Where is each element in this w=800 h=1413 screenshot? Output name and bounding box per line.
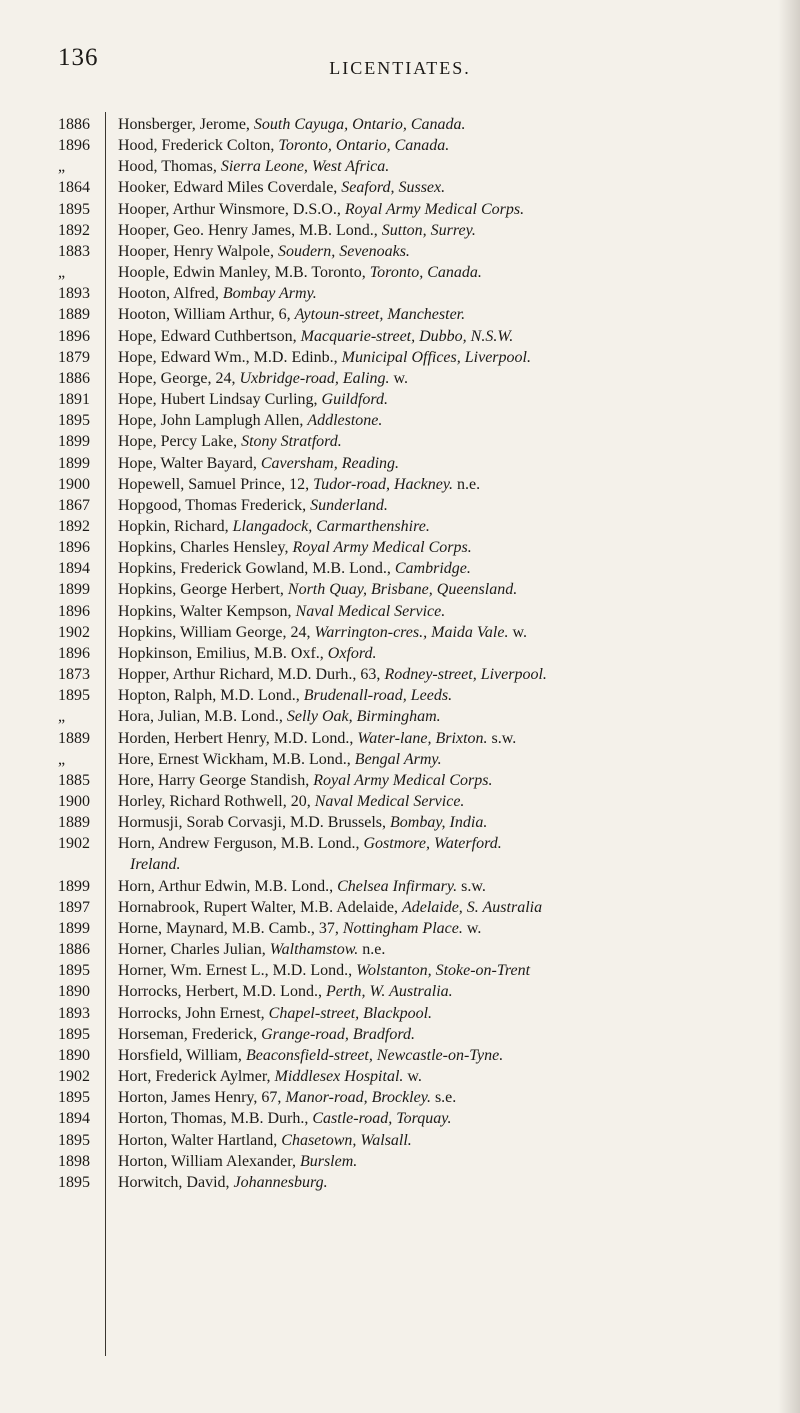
- entry-place: Uxbridge-road, Ealing.: [239, 369, 390, 387]
- entry-name: Hopkins, Charles Hensley,: [118, 539, 293, 557]
- entry-name: Hope, George, 24,: [118, 369, 240, 387]
- entry-year: 1899: [58, 454, 90, 472]
- entry-text: [110, 960, 530, 981]
- entry-place: Rodney-street, Liverpool.: [384, 666, 547, 684]
- entry-text: [110, 410, 382, 431]
- entry-year: 1886: [58, 369, 90, 387]
- entry-text: [110, 770, 492, 791]
- entry-year: 1891: [58, 391, 90, 409]
- entry-year: 1894: [58, 1110, 90, 1128]
- entry-year: 1895: [58, 1131, 90, 1149]
- entry-name: Hopkinson, Emilius, M.B. Oxf.,: [118, 644, 328, 662]
- list-item: [58, 1151, 798, 1172]
- entry-text: [110, 516, 430, 537]
- list-item: [58, 833, 798, 854]
- entry-name: Hora, Julian, M.B. Lond.,: [118, 708, 287, 726]
- entry-place: Municipal Offices, Liverpool.: [341, 348, 531, 366]
- list-item: [58, 854, 798, 875]
- entry-year: 1893: [58, 285, 90, 303]
- entry-name: Hopkins, William George, 24,: [118, 623, 315, 641]
- list-item: [58, 389, 798, 410]
- entry-place: Middlesex Hospital.: [274, 1068, 404, 1086]
- entry-text: [110, 706, 441, 727]
- entry-name: Hope, John Lamplugh Allen,: [118, 412, 308, 430]
- entry-name: Horley, Richard Rothwell, 20,: [118, 793, 315, 810]
- entry-name: Horton, Thomas, M.B. Durh.,: [118, 1110, 313, 1128]
- entry-text: [110, 749, 442, 770]
- entry-year: 1895: [58, 1173, 90, 1191]
- entry-text: [110, 791, 464, 812]
- entry-name: Hope, Walter Bayard,: [118, 454, 261, 472]
- entry-place: Soudern, Sevenoaks.: [277, 242, 410, 260]
- entry-text: [110, 1024, 415, 1045]
- list-item: [58, 622, 798, 643]
- entry-text: [110, 262, 482, 283]
- entry-name: Horton, William Alexander,: [118, 1152, 300, 1170]
- entry-year: 1886: [58, 116, 90, 133]
- list-item: [58, 1108, 798, 1129]
- list-item: [58, 664, 798, 685]
- entry-year: 1895: [58, 962, 90, 980]
- list-item: [58, 960, 798, 981]
- entry-name: Hopper, Arthur Richard, M.D. Durh., 63,: [118, 666, 385, 684]
- entry-name: Horwitch, David,: [118, 1173, 234, 1191]
- entry-year: 1893: [58, 1004, 90, 1022]
- list-item: [58, 347, 798, 368]
- entry-place: Llangadock, Carmarthenshire.: [232, 517, 430, 535]
- entry-year: 1895: [58, 1089, 90, 1107]
- entry-place: Ireland.: [130, 856, 181, 874]
- entry-year: 1892: [58, 517, 90, 535]
- entry-year: 1902: [58, 835, 90, 853]
- entry-text: [110, 918, 481, 939]
- entry-text: [110, 283, 317, 304]
- entry-place: Chelsea Infirmary.: [337, 877, 458, 895]
- entry-district: n.e.: [453, 475, 481, 493]
- entry-year: „: [58, 708, 66, 726]
- list-item: [58, 474, 798, 495]
- entry-place: Wolstanton, Stoke-on-Trent: [356, 962, 531, 980]
- entry-year: 1873: [58, 666, 90, 684]
- entry-text: [110, 981, 453, 1002]
- entry-name: Horsfield, William,: [118, 1046, 246, 1064]
- entry-name: Hooker, Edward Miles Coverdale,: [118, 179, 342, 197]
- entry-text: [110, 495, 388, 516]
- entry-place: Adelaide, S. Australia: [401, 898, 543, 916]
- entry-name: Hopkin, Richard,: [118, 517, 233, 535]
- entry-place: Chasetown, Walsall.: [281, 1131, 412, 1149]
- entry-place: Bengal Army.: [354, 750, 442, 768]
- list-item: [58, 981, 798, 1002]
- entry-place: Grange-road, Bradford.: [261, 1025, 415, 1043]
- entry-place: Toronto, Canada.: [369, 264, 482, 282]
- entry-name: Hopkins, Frederick Gowland, M.B. Lond.,: [118, 560, 395, 578]
- entry-name: Hood, Thomas,: [118, 158, 221, 176]
- entry-text: [110, 876, 486, 897]
- entry-place: Castle-road, Torquay.: [312, 1110, 452, 1128]
- entry-district: w.: [389, 369, 409, 387]
- entry-year: 1892: [58, 221, 90, 239]
- entry-year: 1899: [58, 919, 90, 937]
- list-item: [58, 728, 798, 749]
- entry-year: 1899: [58, 581, 90, 599]
- entry-text: [110, 241, 410, 262]
- entry-place: Sunderland.: [310, 496, 388, 514]
- list-item: [58, 199, 798, 220]
- entry-year: 1896: [58, 137, 90, 155]
- entry-year: 1896: [58, 327, 90, 345]
- entry-year: 1894: [58, 560, 90, 578]
- entry-name: Horn, Arthur Edwin, M.B. Lond.,: [118, 877, 338, 895]
- list-item: [58, 1130, 798, 1151]
- entry-year: „: [58, 264, 66, 282]
- list-item: [58, 431, 798, 452]
- entry-place: Guildford.: [321, 391, 389, 409]
- entry-year: 1899: [58, 433, 90, 451]
- entry-place: Naval Medical Service.: [295, 602, 446, 620]
- entry-name: Horseman, Frederick,: [118, 1025, 262, 1043]
- entry-place: Brudenall-road, Leeds.: [303, 687, 453, 705]
- list-item: [58, 1045, 798, 1066]
- entry-place: Johannesburg.: [233, 1173, 328, 1191]
- entry-year: 1899: [58, 877, 90, 895]
- list-item: [58, 1003, 798, 1024]
- entry-text: [110, 177, 445, 198]
- list-item: [58, 897, 798, 918]
- page-number: 136: [58, 44, 99, 71]
- list-item: [58, 326, 798, 347]
- entry-text: [110, 579, 517, 600]
- list-item: [58, 791, 798, 812]
- entry-name: Hope, Percy Lake,: [118, 433, 242, 451]
- list-item: [58, 495, 798, 516]
- entry-place: Cambridge.: [394, 560, 471, 578]
- entry-text: [110, 833, 502, 854]
- entry-text: [110, 643, 377, 664]
- list-item: [58, 706, 798, 727]
- entry-place: Beaconsfield-street, Newcastle-on-Tyne.: [245, 1046, 504, 1064]
- entry-year: [58, 854, 110, 875]
- entry-name: Horden, Herbert Henry, M.D. Lond.,: [118, 729, 358, 747]
- entry-district: w.: [508, 623, 527, 641]
- entry-name: Hooton, Alfred,: [118, 285, 223, 303]
- entry-name: Hooper, Geo. Henry James, M.B. Lond.,: [118, 221, 382, 239]
- entry-name: Horton, James Henry, 67,: [118, 1089, 286, 1107]
- entry-text: [110, 220, 476, 241]
- entry-name: Hooton, William Arthur, 6,: [118, 306, 295, 324]
- entry-name: Hort, Frederick Aylmer,: [118, 1068, 275, 1086]
- list-item: [58, 114, 798, 135]
- list-item: [58, 537, 798, 558]
- entry-year: 1867: [58, 496, 90, 514]
- list-item: [58, 579, 798, 600]
- list-item: [58, 1066, 798, 1087]
- entry-district: n.e.: [358, 941, 386, 959]
- entry-place: South Cayuga, Ontario, Canada.: [253, 116, 466, 133]
- entry-text: [110, 199, 524, 220]
- entry-text: [110, 897, 542, 918]
- entry-place: Stony Stratford.: [241, 433, 342, 451]
- entry-place: North Quay, Brisbane, Queensland.: [287, 581, 518, 599]
- list-item: [58, 453, 798, 474]
- list-item: [58, 685, 798, 706]
- entry-place: Bombay Army.: [222, 285, 317, 303]
- entry-year: 1900: [58, 793, 90, 810]
- entry-name: Horner, Charles Julian,: [118, 941, 270, 959]
- entry-text: [110, 1045, 503, 1066]
- entry-text: [110, 474, 480, 495]
- entry-text: [110, 389, 388, 410]
- entry-place: Burslem.: [299, 1152, 358, 1170]
- entry-place: Tudor-road, Hackney.: [313, 475, 454, 493]
- entry-district: w.: [462, 919, 482, 937]
- entry-name: Hore, Harry George Standish,: [118, 771, 314, 789]
- list-item: [58, 812, 798, 833]
- entry-text: [110, 431, 342, 452]
- entry-place: Gostmore, Waterford.: [363, 835, 502, 853]
- entry-name: Horner, Wm. Ernest L., M.D. Lond.,: [118, 962, 357, 980]
- entry-place: Seaford, Sussex.: [341, 179, 446, 197]
- licentiate-list: [58, 114, 798, 1193]
- entry-name: Hore, Ernest Wickham, M.B. Lond.,: [118, 750, 355, 768]
- entry-place: Sutton, Surrey.: [381, 221, 476, 239]
- list-item: [58, 516, 798, 537]
- entry-name: Horrocks, Herbert, M.D. Lond.,: [118, 983, 326, 1001]
- entry-year: 1895: [58, 200, 90, 218]
- entry-year: „: [58, 158, 66, 176]
- entry-place: Manor-road, Brockley.: [285, 1089, 431, 1107]
- entry-text: [110, 728, 516, 749]
- entry-name: Horn, Andrew Ferguson, M.B. Lond.,: [118, 835, 364, 853]
- entry-name: Honsberger, Jerome,: [118, 116, 254, 133]
- entry-place: Selly Oak, Birmingham.: [286, 708, 441, 726]
- list-item: [58, 770, 798, 791]
- entry-year: 1890: [58, 983, 90, 1001]
- entry-name: Hooper, Henry Walpole,: [118, 242, 278, 260]
- entry-text: [110, 939, 385, 960]
- entry-place: Royal Army Medical Corps.: [292, 539, 472, 557]
- list-item: [58, 262, 798, 283]
- entry-name: Hopton, Ralph, M.D. Lond.,: [118, 687, 304, 705]
- entry-text: [110, 156, 389, 177]
- entry-name: Hopewell, Samuel Prince, 12,: [118, 475, 314, 493]
- entry-year: 1897: [58, 898, 90, 916]
- list-item: [58, 643, 798, 664]
- list-item: [58, 939, 798, 960]
- entry-year: 1896: [58, 539, 90, 557]
- entry-year: 1885: [58, 771, 90, 789]
- entry-name: Horrocks, John Ernest,: [118, 1004, 269, 1022]
- entry-year: 1890: [58, 1046, 90, 1064]
- entry-year: 1895: [58, 1025, 90, 1043]
- entry-year: 1895: [58, 412, 90, 430]
- entry-name: Hope, Hubert Lindsay Curling,: [118, 391, 322, 409]
- entry-text: [110, 664, 547, 685]
- entry-name: Hood, Frederick Colton,: [118, 137, 279, 155]
- entry-name: Horton, Walter Hartland,: [118, 1131, 282, 1149]
- entry-year: 1895: [58, 687, 90, 705]
- list-item: [58, 1172, 798, 1193]
- list-item: [58, 1087, 798, 1108]
- entry-text: [110, 347, 531, 368]
- entry-year: 1879: [58, 348, 90, 366]
- list-item: [58, 918, 798, 939]
- list-item: [58, 368, 798, 389]
- entry-name: Hope, Edward Wm., M.D. Edinb.,: [118, 348, 342, 366]
- entry-name: Hooper, Arthur Winsmore, D.S.O.,: [118, 200, 345, 218]
- entry-place: Macquarie-street, Dubbo, N.S.W.: [300, 327, 514, 345]
- entry-text: [110, 1087, 456, 1108]
- entry-text: [110, 114, 465, 135]
- entry-text: [110, 326, 513, 347]
- entry-text: [110, 1003, 432, 1024]
- entry-name: Hormusji, Sorab Corvasji, M.D. Brussels,: [118, 814, 390, 832]
- entry-year: „: [58, 750, 66, 768]
- entry-year: 1883: [58, 242, 90, 260]
- entry-text: [110, 135, 449, 156]
- list-item: [58, 177, 798, 198]
- list-item: [58, 135, 798, 156]
- entry-year: 1902: [58, 623, 90, 641]
- entry-text: [110, 304, 465, 325]
- entry-text: [110, 622, 527, 643]
- entry-name: Hornabrook, Rupert Walter, M.B. Adelaide,: [118, 898, 402, 916]
- entry-text: [110, 1108, 452, 1129]
- list-item: [58, 304, 798, 325]
- entry-year: 1889: [58, 306, 90, 324]
- entry-place: Toronto, Ontario, Canada.: [278, 137, 450, 155]
- entry-text: [110, 812, 487, 833]
- entry-text: [110, 558, 471, 579]
- entry-place: Warrington-cres., Maida Vale.: [314, 623, 509, 641]
- entry-district: s.w.: [457, 877, 486, 895]
- entry-place: Water-lane, Brixton.: [357, 729, 488, 747]
- entry-text: [110, 1151, 357, 1172]
- list-item: [58, 283, 798, 304]
- list-item: [58, 558, 798, 579]
- list-item: [58, 156, 798, 177]
- entry-place: Naval Medical Service.: [314, 793, 465, 810]
- running-head: LICENTIATES.: [329, 58, 471, 78]
- entry-year: 1900: [58, 475, 90, 493]
- entry-place: Oxford.: [327, 644, 377, 662]
- entry-year: 1896: [58, 602, 90, 620]
- list-item: [58, 241, 798, 262]
- entry-year: 1889: [58, 729, 90, 747]
- entry-place: Nottingham Place.: [342, 919, 463, 937]
- entry-text: [110, 453, 399, 474]
- entry-name: Hopgood, Thomas Frederick,: [118, 496, 311, 514]
- entry-name: Hoople, Edwin Manley, M.B. Toronto,: [118, 264, 370, 282]
- entry-district: s.e.: [430, 1089, 457, 1107]
- entry-district: s.w.: [487, 729, 517, 747]
- list-item: [58, 876, 798, 897]
- entry-text: [110, 854, 181, 875]
- entry-text: [110, 1130, 412, 1151]
- entry-place: Bombay, India.: [390, 814, 488, 832]
- list-item: [58, 601, 798, 622]
- entry-text: [110, 368, 408, 389]
- entry-text: [110, 1172, 328, 1193]
- entry-name: Hopkins, Walter Kempson,: [118, 602, 296, 620]
- entry-place: Royal Army Medical Corps.: [313, 771, 493, 789]
- entry-year: 1902: [58, 1068, 90, 1086]
- entry-place: Perth, W. Australia.: [325, 983, 453, 1001]
- entry-place: Caversham, Reading.: [260, 454, 400, 472]
- entry-place: Royal Army Medical Corps.: [344, 200, 525, 218]
- list-item: [58, 410, 798, 431]
- entry-text: [110, 537, 472, 558]
- entry-place: Aytoun-street, Manchester.: [294, 306, 466, 324]
- entry-year: 1889: [58, 814, 90, 832]
- entry-name: Hopkins, George Herbert,: [118, 581, 288, 599]
- entry-year: 1898: [58, 1152, 90, 1170]
- entry-place: Walthamstow.: [269, 941, 359, 959]
- list-item: [58, 749, 798, 770]
- entry-place: Chapel-street, Blackpool.: [268, 1004, 433, 1022]
- entry-year: 1896: [58, 644, 90, 662]
- list-item: [58, 1024, 798, 1045]
- entry-year: 1886: [58, 941, 90, 959]
- entry-district: w.: [403, 1068, 422, 1086]
- entry-text: [110, 1066, 422, 1087]
- entry-place: Sierra Leone, West Africa.: [220, 158, 390, 176]
- entry-text: [110, 601, 445, 622]
- entry-place: Addlestone.: [307, 412, 383, 430]
- entry-year: 1864: [58, 179, 90, 197]
- list-item: [58, 220, 798, 241]
- entry-text: [110, 685, 452, 706]
- entry-name: Horne, Maynard, M.B. Camb., 37,: [118, 919, 343, 937]
- entry-name: Hope, Edward Cuthbertson,: [118, 327, 301, 345]
